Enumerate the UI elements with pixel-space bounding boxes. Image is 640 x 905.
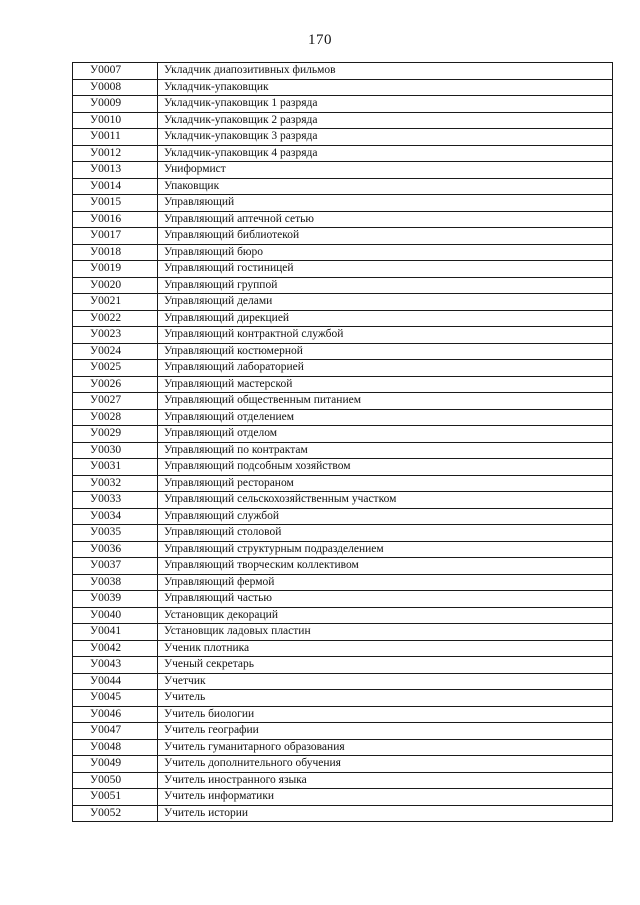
table-row	[73, 96, 613, 113]
occupation-name: Укладчик-упаковщик 4 разряда	[158, 145, 613, 162]
table-row	[73, 63, 613, 80]
occupation-code: У0052	[73, 805, 158, 822]
occupation-code: У0051	[73, 789, 158, 806]
occupation-code: У0017	[73, 228, 158, 245]
table-row	[73, 525, 613, 542]
occupation-name: Управляющий сельскохозяйственным участком	[158, 492, 613, 509]
occupation-name: Упаковщик	[158, 178, 613, 195]
occupation-name: Управляющий рестораном	[158, 475, 613, 492]
occupation-name: Управляющий делами	[158, 294, 613, 311]
occupation-name: Управляющий отделом	[158, 426, 613, 443]
occupation-code: У0022	[73, 310, 158, 327]
occupation-name: Учетчик	[158, 673, 613, 690]
occupation-code: У0033	[73, 492, 158, 509]
occupation-code: У0014	[73, 178, 158, 195]
table-row	[73, 409, 613, 426]
table-row	[73, 178, 613, 195]
occupation-code: У0016	[73, 211, 158, 228]
table-row	[73, 393, 613, 410]
occupation-name: Укладчик диапозитивных фильмов	[158, 63, 613, 80]
table-row	[73, 79, 613, 96]
table-row	[73, 723, 613, 740]
occupation-name: Учитель географии	[158, 723, 613, 740]
occupation-code: У0028	[73, 409, 158, 426]
table-row	[73, 673, 613, 690]
table-row	[73, 475, 613, 492]
occupation-code: У0035	[73, 525, 158, 542]
occupation-name: Управляющий бюро	[158, 244, 613, 261]
occupation-code: У0049	[73, 756, 158, 773]
occupation-code: У0011	[73, 129, 158, 146]
table-row	[73, 739, 613, 756]
occupation-name: Укладчик-упаковщик 1 разряда	[158, 96, 613, 113]
table-row	[73, 789, 613, 806]
occupation-name: Учитель биологии	[158, 706, 613, 723]
occupation-code: У0044	[73, 673, 158, 690]
table-row	[73, 558, 613, 575]
occupation-name: Управляющий фермой	[158, 574, 613, 591]
occupation-code: У0019	[73, 261, 158, 278]
table-row	[73, 492, 613, 509]
occupation-code: У0027	[73, 393, 158, 410]
occupation-name: Управляющий творческим коллективом	[158, 558, 613, 575]
occupation-name: Управляющий дирекцией	[158, 310, 613, 327]
occupation-code: У0008	[73, 79, 158, 96]
occupation-name: Укладчик-упаковщик 3 разряда	[158, 129, 613, 146]
occupation-code: У0009	[73, 96, 158, 113]
occupation-code: У0010	[73, 112, 158, 129]
occupation-code: У0037	[73, 558, 158, 575]
occupation-name: Управляющий костюмерной	[158, 343, 613, 360]
occupation-name: Управляющий гостиницей	[158, 261, 613, 278]
occupation-code: У0045	[73, 690, 158, 707]
occupation-code: У0007	[73, 63, 158, 80]
table-row	[73, 376, 613, 393]
occupation-name: Управляющий по контрактам	[158, 442, 613, 459]
occupation-name: Управляющий отделением	[158, 409, 613, 426]
occupation-name: Учитель информатики	[158, 789, 613, 806]
table-row	[73, 624, 613, 641]
occupation-name: Управляющий частью	[158, 591, 613, 608]
occupation-code: У0025	[73, 360, 158, 377]
occupation-code: У0046	[73, 706, 158, 723]
table-row	[73, 426, 613, 443]
table-row	[73, 228, 613, 245]
occupation-name: Учитель дополнительного обучения	[158, 756, 613, 773]
occupation-code: У0030	[73, 442, 158, 459]
occupation-code: У0023	[73, 327, 158, 344]
table-row	[73, 112, 613, 129]
table-row	[73, 640, 613, 657]
occupation-name: Управляющий лабораторией	[158, 360, 613, 377]
occupation-code: У0015	[73, 195, 158, 212]
table-row	[73, 162, 613, 179]
table-row	[73, 129, 613, 146]
occupation-name: Униформист	[158, 162, 613, 179]
table-row	[73, 244, 613, 261]
occupation-code: У0050	[73, 772, 158, 789]
occupation-name: Управляющий общественным питанием	[158, 393, 613, 410]
table-row	[73, 360, 613, 377]
occupation-name: Управляющий службой	[158, 508, 613, 525]
occupation-code: У0020	[73, 277, 158, 294]
table-row	[73, 706, 613, 723]
occupation-name: Ученый секретарь	[158, 657, 613, 674]
occupation-code: У0024	[73, 343, 158, 360]
occupation-code: У0029	[73, 426, 158, 443]
occupation-code: У0013	[73, 162, 158, 179]
table-row	[73, 574, 613, 591]
occupation-name: Управляющий группой	[158, 277, 613, 294]
occupation-code: У0036	[73, 541, 158, 558]
occupation-name: Управляющий аптечной сетью	[158, 211, 613, 228]
occupation-name: Ученик плотника	[158, 640, 613, 657]
occupation-code: У0032	[73, 475, 158, 492]
table-row	[73, 277, 613, 294]
table-row	[73, 756, 613, 773]
table-row	[73, 145, 613, 162]
occupation-name: Управляющий структурным подразделением	[158, 541, 613, 558]
table-row	[73, 805, 613, 822]
occupation-name: Управляющий подсобным хозяйством	[158, 459, 613, 476]
occupation-name: Укладчик-упаковщик	[158, 79, 613, 96]
table-row	[73, 327, 613, 344]
table-row	[73, 261, 613, 278]
occupation-name: Учитель	[158, 690, 613, 707]
occupation-code: У0048	[73, 739, 158, 756]
table-row	[73, 772, 613, 789]
page-number: 170	[308, 32, 332, 48]
table-row	[73, 343, 613, 360]
occupation-code: У0047	[73, 723, 158, 740]
table-row	[73, 508, 613, 525]
table-row	[73, 591, 613, 608]
table-row	[73, 211, 613, 228]
occupation-code: У0018	[73, 244, 158, 261]
occupation-code: У0031	[73, 459, 158, 476]
occupation-code: У0043	[73, 657, 158, 674]
table-row	[73, 607, 613, 624]
table-row	[73, 195, 613, 212]
occupation-name: Управляющий контрактной службой	[158, 327, 613, 344]
occupation-name: Учитель гуманитарного образования	[158, 739, 613, 756]
occupation-code: У0040	[73, 607, 158, 624]
occupation-name: Укладчик-упаковщик 2 разряда	[158, 112, 613, 129]
table-row	[73, 459, 613, 476]
occupation-code: У0021	[73, 294, 158, 311]
occupation-code: У0039	[73, 591, 158, 608]
table-row	[73, 657, 613, 674]
occupation-name: Установщик ладовых пластин	[158, 624, 613, 641]
table-row	[73, 690, 613, 707]
table-row	[73, 442, 613, 459]
occupation-code: У0038	[73, 574, 158, 591]
occupation-name: Установщик декораций	[158, 607, 613, 624]
occupation-code: У0012	[73, 145, 158, 162]
occupation-name: Учитель иностранного языка	[158, 772, 613, 789]
occupation-name: Управляющий мастерской	[158, 376, 613, 393]
occupation-table	[72, 62, 613, 822]
table-row	[73, 310, 613, 327]
occupation-code: У0041	[73, 624, 158, 641]
occupation-name: Управляющий столовой	[158, 525, 613, 542]
occupation-code: У0026	[73, 376, 158, 393]
occupation-name: Учитель истории	[158, 805, 613, 822]
occupation-code: У0042	[73, 640, 158, 657]
occupation-name: Управляющий библиотекой	[158, 228, 613, 245]
occupation-name: Управляющий	[158, 195, 613, 212]
occupation-code: У0034	[73, 508, 158, 525]
table-body	[73, 63, 613, 822]
table-row	[73, 541, 613, 558]
table-row	[73, 294, 613, 311]
